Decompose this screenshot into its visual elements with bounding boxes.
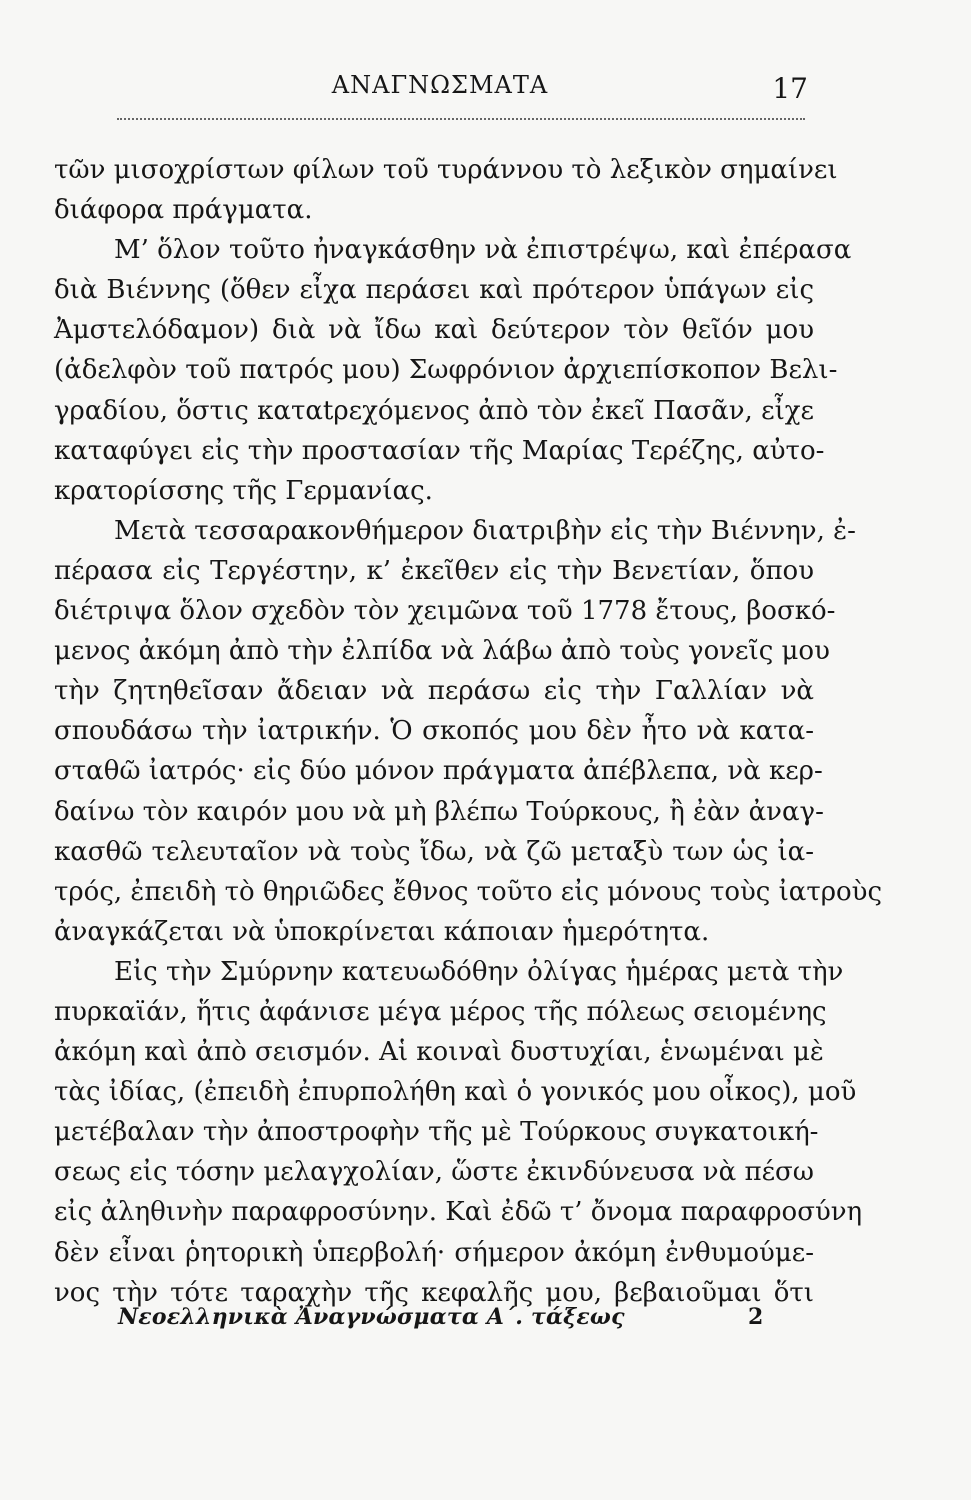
text-line: τὴν ζητηθεῖσαν ἄδειαν νὰ περάσω εἰς τὴν Γαλλίαν νὰ <box>54 676 814 707</box>
text-line: εἰς ἀληθινὴν παραφροσύνην. Καὶ ἐδῶ τ’ ὄνομα παραφροσύνη <box>54 1197 863 1228</box>
text-line: τρός, ἐπειδὴ τὸ θηριῶδες ἔθνος τοῦτο εἰς μόνους τοὺς ἰατροὺς <box>54 876 883 907</box>
text-line: μετέβαλαν τὴν ἀποστροφὴν τῆς μὲ Τούρκους συγκατοική- <box>54 1117 819 1148</box>
text-line: κρατορίσσης τῆς Γερμανίας. <box>54 475 433 506</box>
footer-book-title: Νεοελληνικὰ Ἀναγνώσματα Α΄. τάξεως <box>118 1304 625 1330</box>
text-line: δαίνω τὸν καιρόν μου νὰ μὴ βλέπω Τούρκους, ἢ ἐὰν ἀναγ- <box>54 796 824 827</box>
text-line: διάφορα πράγματα. <box>54 195 313 226</box>
text-line: δὲν εἶναι ῥητορικὴ ὑπερβολή· σήμερον ἀκόμη ἐνθυμούμε- <box>54 1237 814 1268</box>
text-line: σεως εἰς τόσην μελαγχολίαν, ὥστε ἐκινδύνευσα νὰ πέσω <box>54 1157 814 1188</box>
text-line: Ἀμστελόδαμον) διὰ νὰ ἴδω καὶ δεύτερον τὸν θεῖόν μου <box>54 315 814 346</box>
text-line: ἀκόμη καὶ ἀπὸ σεισμόν. Αἱ κοιναὶ δυστυχίαι, ἑνωμέναι μὲ <box>54 1037 824 1068</box>
text-line: τὰς ἰδίας, (ἐπειδὴ ἐπυρπολήθη καὶ ὁ γονικός μου οἶκος), μοῦ <box>54 1077 857 1108</box>
text-line: τῶν μισοχρίστων φίλων τοῦ τυράννου τὸ λεξικὸν σημαίνει <box>54 155 838 185</box>
text-line: ἀναγκάζεται νὰ ὑποκρίνεται κάποιαν ἡμερότητα. <box>54 916 710 947</box>
text-line: Μ’ ὅλον τοῦτο ἠναγκάσθην νὰ ἐπιστρέψω, καὶ ἐπέρασα <box>114 235 852 266</box>
text-line: Μετὰ τεσσαρακονθήμερον διατριβὴν εἰς τὴν Βιέννην, ἐ- <box>114 515 856 546</box>
text-line: καταφύγει εἰς τὴν προστασίαν τῆς Μαρίας Τερέζης, αὐτο- <box>54 435 825 466</box>
text-line: πυρκαϊάν, ἥτις ἀφάνισε μέγα μέρος τῆς πόλεως σειομένης <box>54 996 827 1027</box>
text-line: μενος ἀκόμη ἀπὸ τὴν ἐλπίδα νὰ λάβω ἀπὸ τοὺς γονεῖς μου <box>54 636 830 667</box>
body-text <box>54 150 883 1313</box>
text-line: (ἀδελφὸν τοῦ πατρός μου) Σωφρόνιον ἀρχιεπίσκοπον Βελι- <box>54 355 838 386</box>
text-line: Εἰς τὴν Σμύρνην κατευωδόθην ὀλίγας ἡμέρας μετὰ τὴν <box>114 956 844 987</box>
page-number: 17 <box>772 72 808 105</box>
text-line: κασθῶ τελευταῖον νὰ τοὺς ἴδω, νὰ ζῶ μεταξὺ των ὡς ἰα- <box>54 836 814 867</box>
text-line: πέρασα εἰς Τεργέστην, κ’ ἐκεῖθεν εἰς τὴν Βενετίαν, ὅπου <box>54 555 814 586</box>
header-rule <box>117 118 805 120</box>
text-line: διὰ Βιέννης (ὅθεν εἶχα περάσει καὶ πρότερον ὑπάγων εἰς <box>54 275 814 306</box>
signature-mark: 2 <box>748 1304 764 1330</box>
text-line: νος τὴν τότε ταραχὴν τῆς κεφαλῆς μου, βεβαιοῦμαι ὅτι <box>54 1277 814 1308</box>
running-head: ΑΝΑΓΝΩΣΜΑΤΑ <box>331 71 549 99</box>
text-line: γραδίου, ὅστις καταtρεχόμενος ἀπὸ τὸν ἐκεῖ Πασᾶν, εἶχε <box>54 395 814 426</box>
text-line: σταθῶ ἰατρός· εἰς δύο μόνον πράγματα ἀπέβλεπα, νὰ κερ- <box>54 756 823 787</box>
text-line: σπουδάσω τὴν ἰατρικήν. Ὁ σκοπός μου δὲν ἦτο νὰ κατα- <box>54 716 814 747</box>
text-line: διέτριψα ὅλον σχεδὸν τὸν χειμῶνα τοῦ 1778 ἔτους, βοσκό- <box>54 596 836 627</box>
